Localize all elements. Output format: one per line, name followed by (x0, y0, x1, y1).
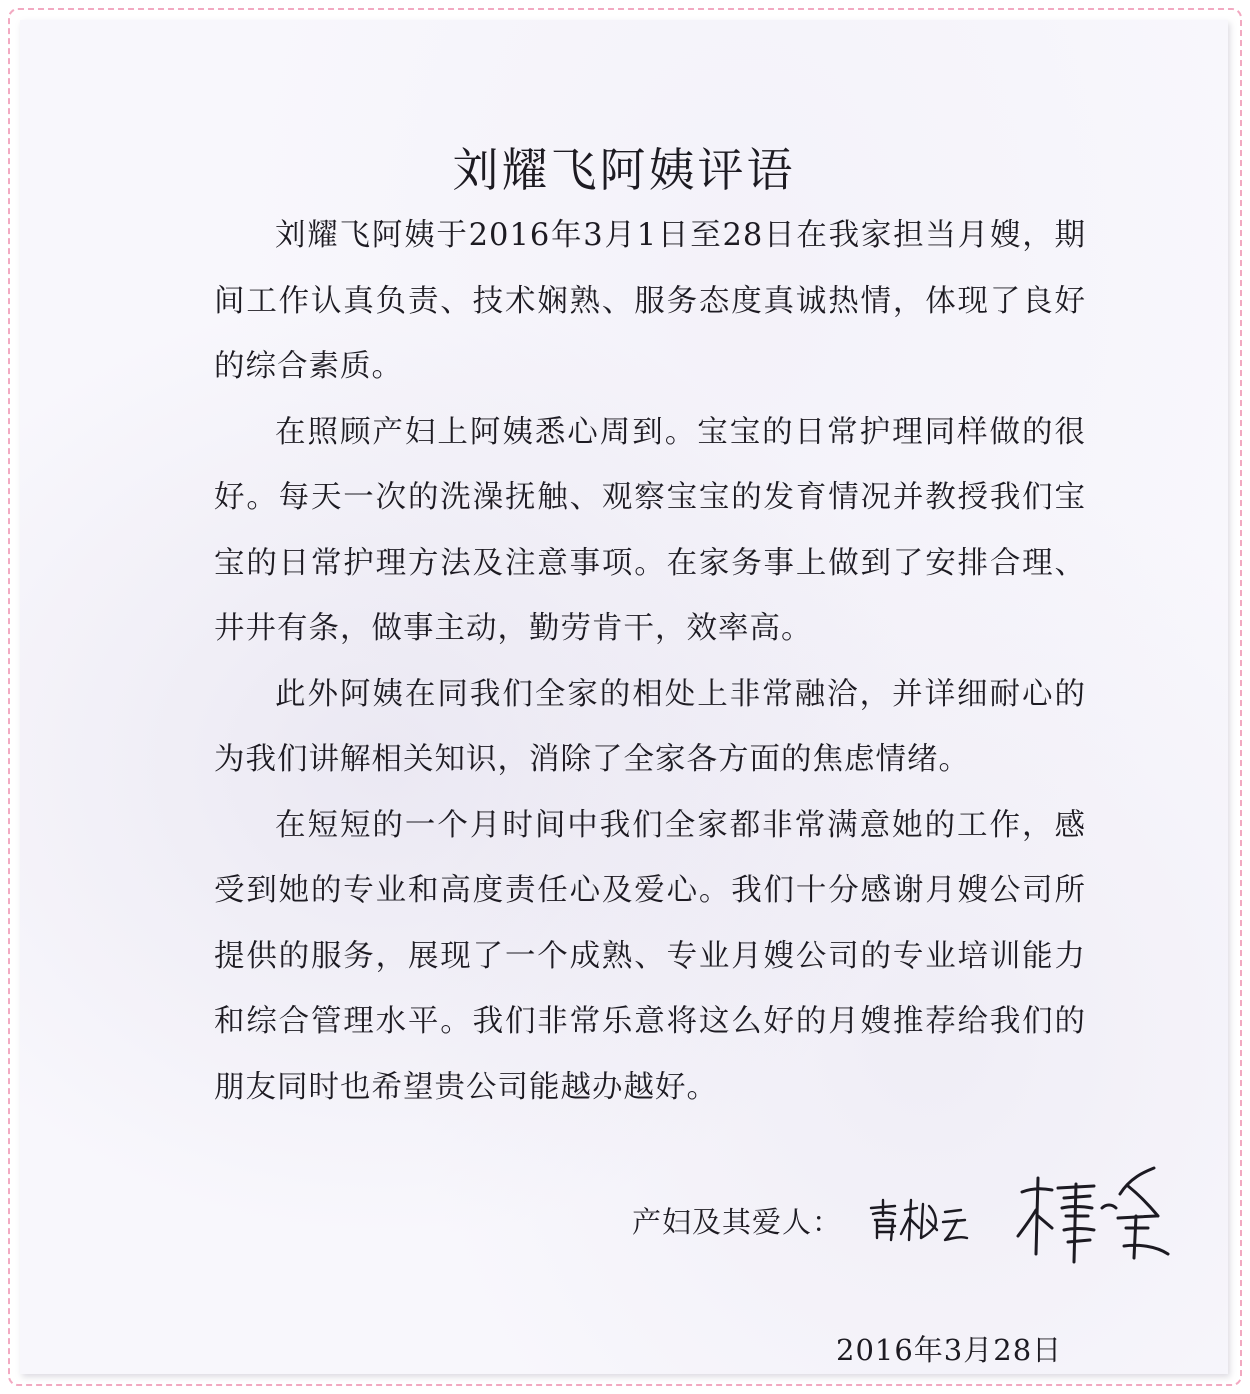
letter-date: 2016年3月28日 (836, 1333, 1063, 1367)
paragraph-1: 刘耀飞阿姨于2016年3月1日至28日在我家担当月嫂，期间工作认真负责、技术娴熟、服务态度真诚热情，体现了良好的综合素质。 (214, 218, 1086, 384)
letter-body (214, 203, 1086, 1120)
letter-paper (20, 20, 1228, 1374)
handwritten-name-signature (865, 1190, 975, 1250)
paragraph-3: 此外阿姨在同我们全家的相处上非常融洽，并详细耐心的为我们讲解相关知识，消除了全家各方面的焦虑情绪。 (214, 676, 1086, 777)
handwritten-signature-mark (1008, 1158, 1178, 1268)
signer-label: 产妇及其爱人： (632, 1205, 843, 1239)
paragraph-2: 在照顾产妇上阿姨悉心周到。宝宝的日常护理同样做的很好。每天一次的洗澡抚触、观察宝宝的发育情况并教授我们宝宝的日常护理方法及注意事项。在家务事上做到了安排合理、井井有条，做事主动，勤劳肯干，效率高。 (214, 414, 1086, 646)
letter-title: 刘耀飞阿姨评语 (452, 142, 796, 197)
paragraph-4: 在短短的一个月时间中我们全家都非常满意她的工作，感受到她的专业和高度责任心及爱心。我们十分感谢月嫂公司所提供的服务，展现了一个成熟、专业月嫂公司的专业培训能力和综合管理水平。我们非常乐意将这么好的月嫂推荐给我们的朋友同时也希望贵公司能越办越好。 (214, 807, 1086, 1105)
